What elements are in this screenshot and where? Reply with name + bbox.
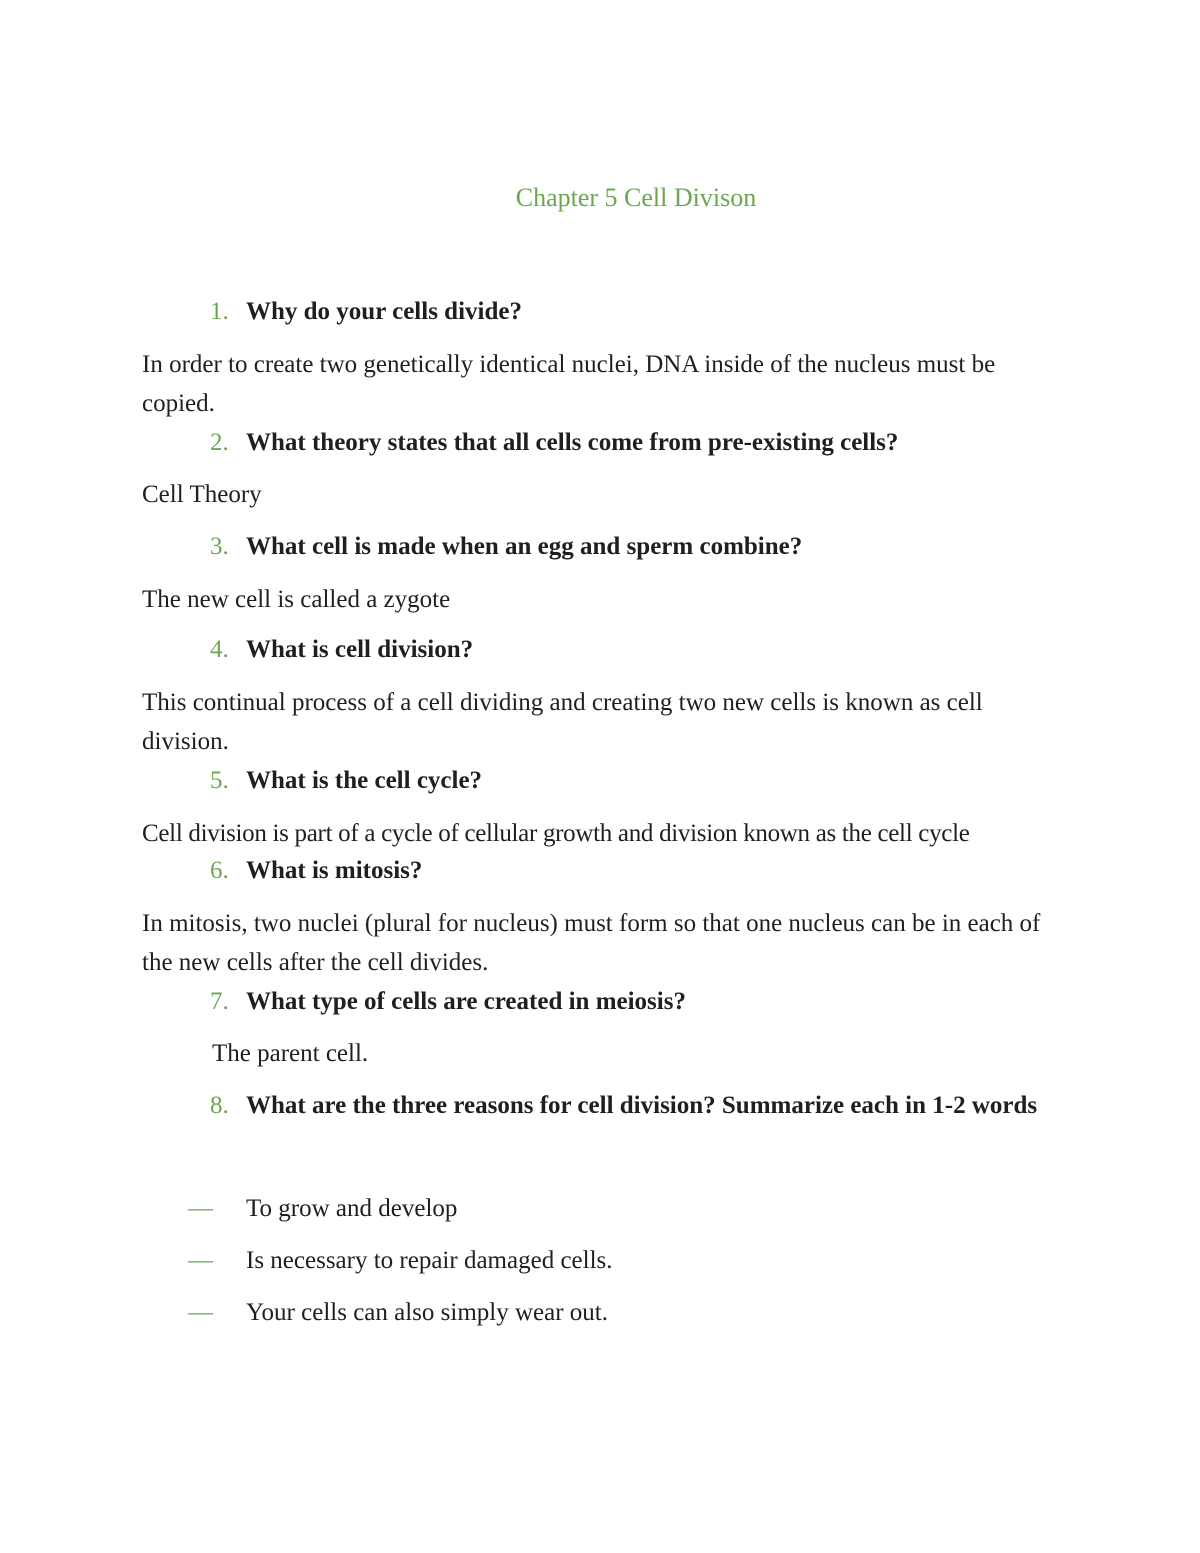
dash-bullet-icon: — [188, 1195, 213, 1222]
question-4 [210, 632, 473, 668]
question-3 [210, 529, 802, 565]
answer-6: In mitosis, two nuclei (plural for nucleus) must form so that one nucleus can be in each of the new cells after the cell divides. [142, 910, 1041, 976]
answer-2: Cell Theory [142, 481, 262, 508]
page-title: Chapter 5 Cell Divison [515, 183, 757, 212]
dash-bullet-icon: — [188, 1247, 213, 1274]
question-text: Why do your cells divide? [246, 298, 522, 325]
reason-item [188, 1295, 608, 1331]
reason-item [188, 1243, 613, 1279]
question-text: What is the cell cycle? [246, 767, 483, 794]
reason-text: To grow and develop [246, 1195, 458, 1222]
question-text: What are the three reasons for cell division? Summarize each in 1-2 words [246, 1092, 1038, 1119]
answer-1: In order to create two genetically identical nuclei, DNA inside of the nucleus must be copied. [142, 351, 996, 417]
question-number: 1. [210, 298, 229, 325]
question-2 [210, 425, 898, 461]
question-text: What cell is made when an egg and sperm combine? [246, 533, 803, 560]
question-number: 7. [210, 988, 229, 1015]
question-number: 8. [210, 1092, 229, 1119]
reason-text: Is necessary to repair damaged cells. [246, 1247, 613, 1274]
question-5 [210, 763, 482, 799]
dash-bullet-icon: — [188, 1299, 213, 1326]
question-text: What is cell division? [246, 636, 474, 663]
question-number: 5. [210, 767, 229, 794]
question-text: What theory states that all cells come from pre-existing cells? [246, 429, 899, 456]
question-number: 4. [210, 636, 229, 663]
question-text: What type of cells are created in meiosis? [246, 988, 686, 1015]
reason-item [188, 1191, 457, 1227]
question-text: What is mitosis? [246, 857, 423, 884]
question-number: 6. [210, 857, 229, 884]
answer-5: Cell division is part of a cycle of cellular growth and division known as the cell cycle [142, 820, 970, 847]
question-number: 3. [210, 533, 229, 560]
answer-4: This continual process of a cell dividing and creating two new cells is known as cell division. [142, 689, 983, 755]
reason-text: Your cells can also simply wear out. [246, 1299, 608, 1326]
answer-7: The parent cell. [212, 1040, 369, 1067]
question-6 [210, 853, 422, 889]
answer-3: The new cell is called a zygote [142, 586, 451, 613]
question-8 [210, 1080, 1090, 1132]
question-7 [210, 984, 686, 1020]
question-number: 2. [210, 429, 229, 456]
question-1 [210, 294, 522, 330]
